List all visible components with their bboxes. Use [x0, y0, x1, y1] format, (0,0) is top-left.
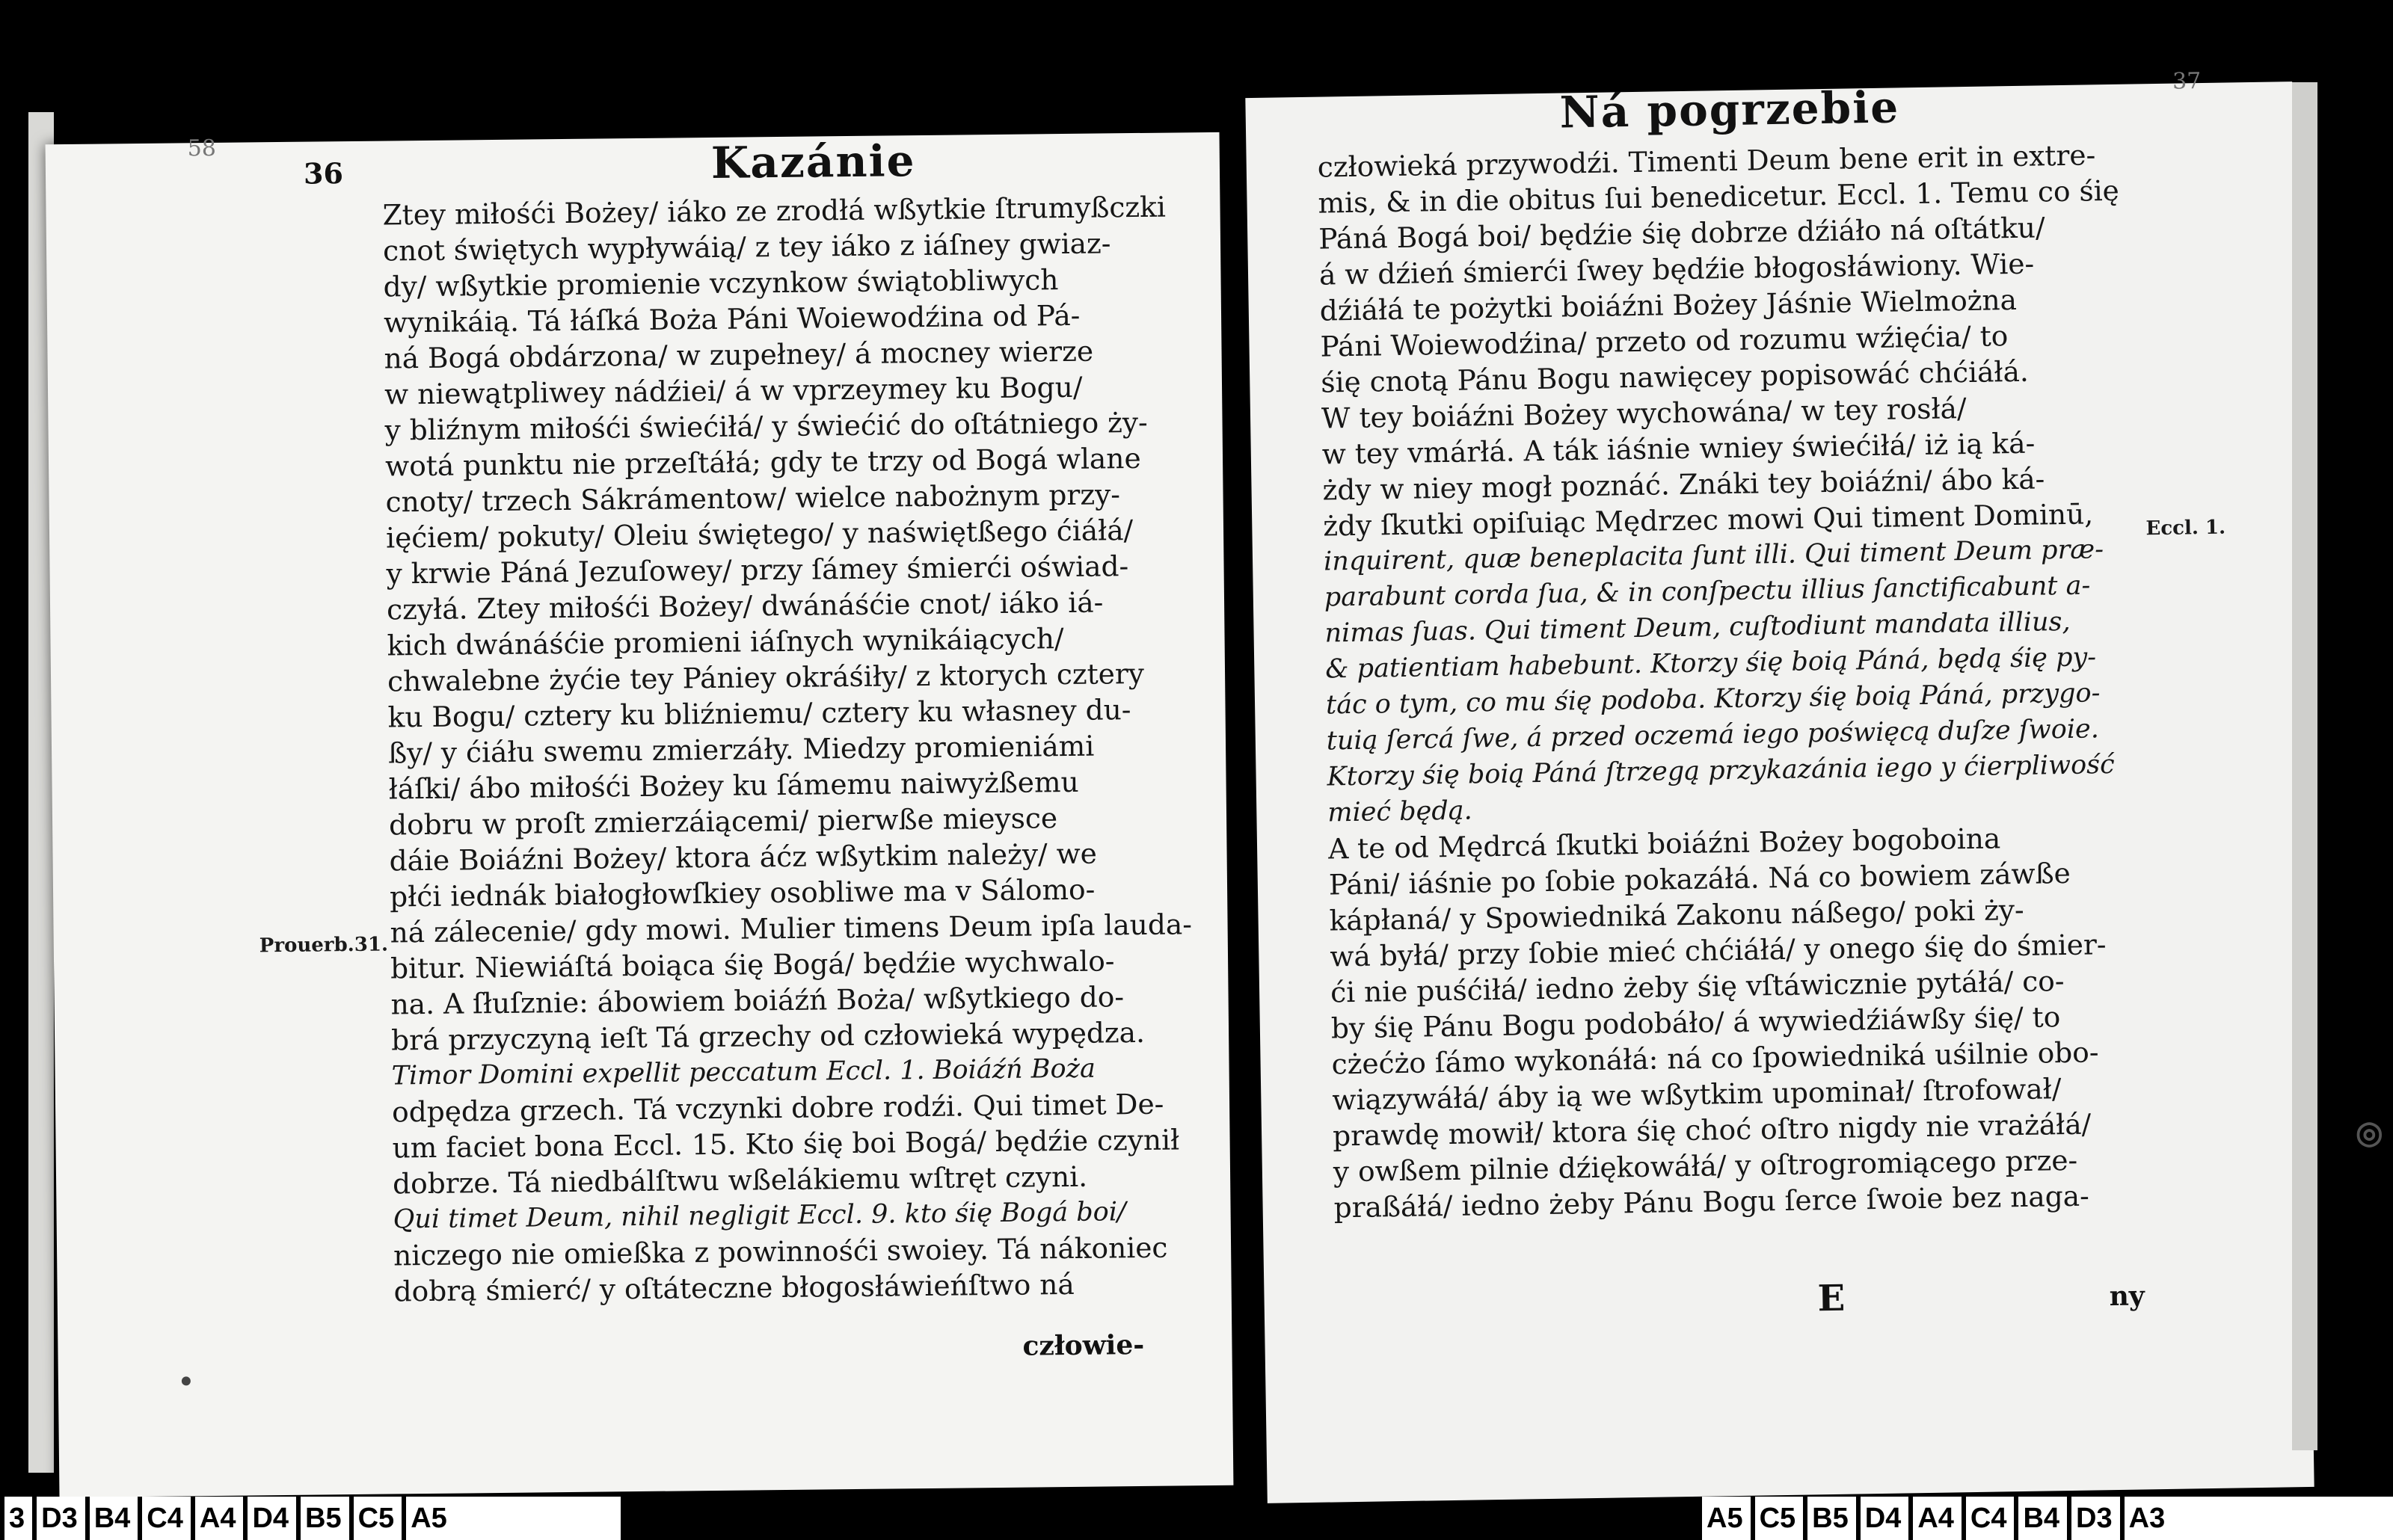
catchword-right: ny — [2109, 1280, 2145, 1313]
text-line: dobrze. Tá niedbálſtwu wßelákiemu wſtręt czyni. — [392, 1159, 1088, 1201]
strip-label: A5 — [1698, 1497, 1751, 1540]
text-line: Páni Woiewodźina/ przeto od rozumu wźięćia/ to — [1320, 319, 2009, 363]
strip-label: A5 — [402, 1497, 455, 1540]
text-line: y bliźnym miłośći świećiłá/ y świećić do oſtátniego ży- — [384, 405, 1148, 447]
text-line: odpędza grzech. Tá vczynki dobre rodźi. Qui timet De- — [391, 1087, 1164, 1129]
strip-label: D3 — [32, 1497, 85, 1540]
text-line: ná zálecenie/ gdy mowi. Mulier timens Deum ipſa lauda- — [390, 908, 1193, 949]
text-line: Páni/ iáśnie po ſobie pokazáłá. Ná co bowiem záwße — [1328, 856, 2071, 902]
text-line: na. A ſłuſznie: ábowiem boiáźń Boża/ wßytkiego do- — [390, 980, 1125, 1021]
text-line: dobru w proſt zmierzáiącemi/ pierwße mieysce — [388, 801, 1058, 842]
text-line: niczego nie omießka z powinnośći swoiey. Tá nákoniec — [393, 1231, 1168, 1272]
text-line: cnot świętych wypływáią/ z tey iáko z iáſney gwiaz- — [382, 227, 1111, 268]
strip-label: B5 — [296, 1497, 349, 1540]
text-line: tuią ſercá ſwe, á przed oczemá iego poświęcą duſze ſwoie. — [1326, 714, 2100, 757]
text-line: ßy/ y ćiáłu swemu zmierzáły. Miedzy promieniámi — [387, 729, 1095, 770]
text-line: tác o tym, co mu śię podoba. Ktorzy śię boią Páná, przygo- — [1325, 678, 2101, 721]
text-line: ći nie puśćiłá/ iedno żeby śię vſtáwicznie pytáłá/ co- — [1330, 964, 2065, 1009]
text-line: żdy ſkutki opiſuiąc Mędrzec mowi Qui timent Dominū, — [1322, 497, 2094, 543]
strip-label: D4 — [243, 1497, 296, 1540]
text-line: chwalebne żyćie tey Pániey okráśiły/ z ktorych cztery — [387, 656, 1145, 698]
color-target-strip-left — [0, 1497, 621, 1540]
strip-label: A4 — [191, 1497, 244, 1540]
text-line: w tey vmárłá. A ták iáśnie wniey świećiłá/ iż ią ká- — [1321, 426, 2036, 471]
text-line: Ktorzy śię boią Páná ſtrzegą przykazánia iego y ćierpliwość — [1327, 749, 2115, 792]
text-line: bitur. Niewiáſtá boiąca śię Bogá/ będźie wychwalo- — [390, 944, 1115, 985]
ink-speck — [182, 1376, 191, 1385]
strip-label: 3 — [0, 1497, 32, 1540]
text-line: ięćiem/ pokuty/ Oleiu świętego/ y naświętßego ćiáłá/ — [385, 514, 1134, 555]
text-line: Ztey miłośći Bożey/ iáko ze zrodłá wßytkie ſtrumyßczki — [382, 190, 1167, 232]
left-page — [46, 132, 1234, 1497]
page-edge-right — [2292, 82, 2317, 1450]
text-line: żdy w niey mogł poznáć. Znáki tey boiáźni/ ábo ká- — [1322, 462, 2045, 507]
text-line: kápłaná/ y Spowiedniká Zakonu náßego/ poki ży- — [1329, 893, 2024, 937]
text-line: śię cnotą Pánu Bogu nawięcey popisowáć chćiáłá. — [1320, 354, 2030, 399]
text-line: cżećżo ſámo wykonáłá: ná co ſpowiedniká uśilnie obo- — [1331, 1035, 2099, 1081]
text-line: płći iednák białogłowſkiey osobliwe ma v Sálomo- — [389, 872, 1096, 914]
text-line: dźiáłá te pożytki boiáźni Bożey Jáśnie Wielmożna — [1319, 283, 2018, 327]
strip-label: C5 — [349, 1497, 402, 1540]
text-line: brá przyczyną ieſt Tá grzechy od człowieká wypędza. — [390, 1015, 1146, 1057]
signature-mark: E — [1817, 1277, 1846, 1320]
strip-label: A3 — [2120, 1497, 2173, 1540]
text-line: A te od Mędrcá ſkutki boiáźni Bożey bogoboina — [1327, 822, 2001, 866]
folio-number-left: 36 — [303, 156, 344, 191]
text-line: człowieká przywodźi. Timenti Deum bene erit in extre- — [1317, 138, 2096, 184]
strip-label: C5 — [1751, 1497, 1804, 1540]
text-line: nimas ſuas. Qui timent Deum, cuſtodiunt mandata illius, — [1324, 606, 2071, 649]
text-line: y owßem pilnie dźiękowáłá/ y oſtrogromiącego prze- — [1333, 1143, 2078, 1189]
strip-label: B4 — [2014, 1497, 2067, 1540]
strip-label: B5 — [1803, 1497, 1856, 1540]
text-line: praßáłá/ iedno żeby Pánu Bogu ſerce ſwoie bez naga- — [1333, 1179, 2090, 1225]
text-line: ku Bogu/ cztery ku bliźniemu/ cztery ku własney du- — [387, 693, 1131, 734]
stub-mark-right: ◎ — [2356, 1115, 2383, 1150]
text-line: ná Bogá obdárzona/ w zupełney/ á mocney wierze — [384, 334, 1094, 375]
text-line: Páná Bogá boi/ będźie śię dobrze dźiáło ná oſtátku/ — [1318, 211, 2045, 256]
text-line: parabunt corda ſua, & in conſpectu illius ſanctificabunt a- — [1324, 570, 2091, 613]
text-line: & patientiam habebunt. Ktorzy śię boią Páná, będą śię py- — [1325, 642, 2097, 685]
text-line: um faciet bona Eccl. 15. Kto śię boi Bogá/ będźie czynił — [392, 1123, 1180, 1165]
catchword-left: człowie- — [1022, 1328, 1145, 1362]
running-head-left: Kazánie — [710, 135, 916, 188]
text-line: inquirent, quæ beneplacita ſunt illi. Qui timent Deum præ- — [1323, 535, 2104, 577]
text-line: Timor Domini expellit peccatum Eccl. 1. Boiáźń Boża — [391, 1053, 1096, 1091]
page-annotation-right: 37 — [2172, 68, 2202, 95]
strip-label: C4 — [1962, 1497, 2015, 1540]
right-page — [1245, 68, 2314, 1503]
text-line: wotá punktu nie przeſtáłá; gdy te trzy od Bogá wlane — [384, 441, 1141, 483]
color-target-strip-right — [1698, 1497, 2393, 1540]
page-annotation-left: 58 — [187, 135, 217, 162]
running-head-right: Ná pogrzebie — [1559, 81, 1900, 138]
body-text-left — [382, 188, 1196, 1309]
text-line: wiązywáłá/ áby ią we wßytkim upominał/ ſtrofował/ — [1332, 1072, 2062, 1117]
text-line: W tey boiáźni Bożey wychowána/ w tey rosłá/ — [1321, 392, 1967, 435]
strip-label: A4 — [1908, 1497, 1962, 1540]
text-line: wá byłá/ przy ſobie mieć chćiáłá/ y onego śię do śmier- — [1330, 928, 2107, 973]
margin-note-left: Prouerb.31. — [259, 933, 389, 958]
strip-label: C4 — [138, 1497, 191, 1540]
text-line: w niewątpliwey nádźiei/ á w vprzeymey ku Bogu/ — [384, 370, 1083, 411]
text-line: kich dwánáśćie promieni iáſnych wynikáiących/ — [387, 622, 1064, 662]
text-line: łáſki/ ábo miłośći Bożey ku ſámemu naiwyżßemu — [388, 765, 1079, 806]
strip-label: D3 — [2067, 1497, 2120, 1540]
text-line: á w dźień śmierći ſwey będźie błogosłáwiony. Wie- — [1318, 247, 2035, 292]
strip-label: D4 — [1856, 1497, 1909, 1540]
text-line: by śię Pánu Bogu podobáło/ á wywiedźiáwßy śię/ to — [1330, 1000, 2061, 1045]
text-line: dobrą śmierć/ y oſtáteczne błogosłáwieńſtwo ná — [393, 1267, 1075, 1308]
body-text-right — [1317, 137, 2135, 1226]
margin-note-right: Eccl. 1. — [2145, 516, 2226, 540]
text-line: prawdę mowił/ ktora śię choć oſtro nigdy nie vrażáłá/ — [1332, 1107, 2092, 1153]
text-line: dy/ wßytkie promienie vczynkow świątobliwych — [383, 263, 1059, 304]
text-line: mieć będą. — [1327, 795, 1472, 828]
text-line: y krwie Páná Jezuſowey/ przy ſámey śmierći oświad- — [386, 549, 1129, 591]
text-line: wynikáią. Tá łáſká Boża Páni Woiewodźina od Pá- — [383, 298, 1081, 339]
text-line: dáie Boiáźni Bożey/ ktora áćz wßytkim należy/ we — [389, 837, 1098, 878]
strip-label: B4 — [85, 1497, 138, 1540]
text-line: cnoty/ trzech Sákrámentow/ wielce nabożnym przy- — [385, 478, 1121, 519]
text-line: mis, & in die obitus ſui benedicetur. Eccl. 1. Temu co śię — [1318, 173, 2120, 220]
text-line: czyłá. Ztey miłośći Bożey/ dwánáśćie cnot/ iáko iá- — [386, 585, 1104, 626]
text-line: Qui timet Deum, nihil negligit Eccl. 9. kto śię Bogá boi/ — [393, 1197, 1126, 1235]
